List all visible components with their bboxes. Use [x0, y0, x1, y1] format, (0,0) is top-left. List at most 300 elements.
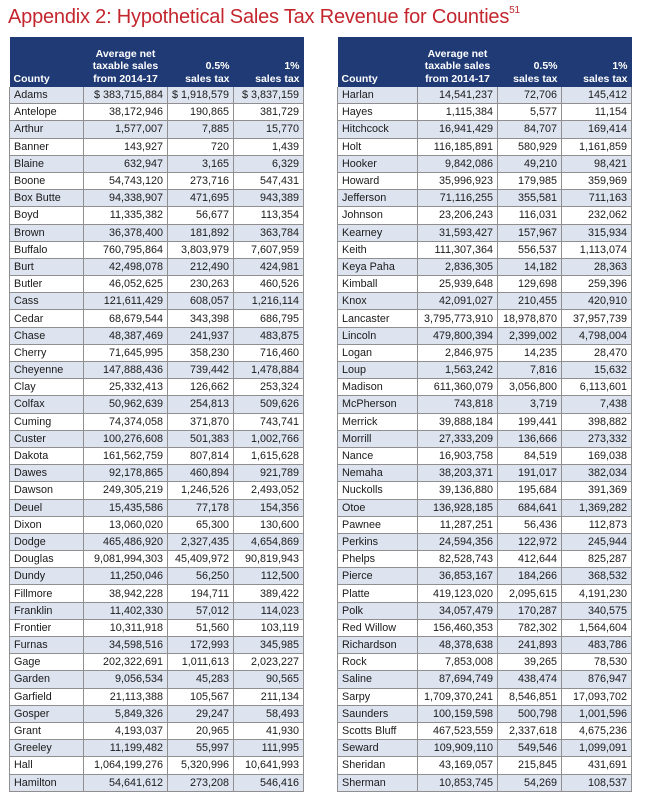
- half-percent-sales-tax-cell: 241,893: [498, 637, 562, 654]
- average-net-taxable-sales-cell: 467,523,559: [418, 722, 498, 739]
- one-percent-sales-tax-cell: 1,099,091: [562, 740, 632, 757]
- one-percent-sales-tax-cell: 41,930: [234, 722, 304, 739]
- average-net-taxable-sales-cell: 54,641,612: [84, 774, 168, 791]
- one-percent-sales-tax-cell: 509,626: [234, 396, 304, 413]
- county-name-cell: Banner: [10, 138, 84, 155]
- one-percent-sales-tax-cell: 431,691: [562, 757, 632, 774]
- one-percent-sales-tax-cell: 112,500: [234, 568, 304, 585]
- county-name-cell: Garden: [10, 671, 84, 688]
- county-name-cell: Red Willow: [338, 619, 418, 636]
- average-net-taxable-sales-cell: 38,942,228: [84, 585, 168, 602]
- half-percent-sales-tax-cell: 210,455: [498, 293, 562, 310]
- average-net-taxable-sales-cell: 11,199,482: [84, 740, 168, 757]
- county-name-cell: Lancaster: [338, 310, 418, 327]
- average-net-taxable-sales-cell: 9,056,534: [84, 671, 168, 688]
- table-row: [338, 155, 632, 172]
- half-percent-sales-tax-cell: 18,978,870: [498, 310, 562, 327]
- county-name-cell: Brown: [10, 224, 84, 241]
- county-name-cell: Otoe: [338, 499, 418, 516]
- average-net-taxable-sales-cell: 136,928,185: [418, 499, 498, 516]
- one-percent-sales-tax-cell: 112,873: [562, 516, 632, 533]
- half-percent-sales-tax-cell: 45,409,972: [168, 551, 234, 568]
- half-percent-sales-tax-cell: 371,870: [168, 413, 234, 430]
- average-net-taxable-sales-cell: 479,800,394: [418, 327, 498, 344]
- average-net-taxable-sales-cell: 50,962,639: [84, 396, 168, 413]
- county-name-cell: Greeley: [10, 740, 84, 757]
- county-name-cell: Kimball: [338, 276, 418, 293]
- half-percent-sales-tax-cell: 51,560: [168, 619, 234, 636]
- half-percent-sales-tax-cell: 720: [168, 138, 234, 155]
- table-row: [338, 671, 632, 688]
- one-percent-sales-tax-cell: 15,632: [562, 362, 632, 379]
- county-name-cell: Platte: [338, 585, 418, 602]
- one-percent-sales-tax-cell: 420,910: [562, 293, 632, 310]
- county-name-cell: Sarpy: [338, 688, 418, 705]
- half-percent-sales-tax-cell: 116,031: [498, 207, 562, 224]
- average-net-taxable-sales-cell: 11,250,046: [84, 568, 168, 585]
- table-row: [10, 602, 304, 619]
- average-net-taxable-sales-cell: 1,563,242: [418, 362, 498, 379]
- county-name-cell: Hamilton: [10, 774, 84, 791]
- table-body-left: [10, 87, 304, 791]
- half-percent-sales-tax-cell: 195,684: [498, 482, 562, 499]
- table-row: [338, 138, 632, 155]
- county-name-cell: Boone: [10, 172, 84, 189]
- half-percent-sales-tax-cell: 3,056,800: [498, 379, 562, 396]
- table-row: [10, 344, 304, 361]
- half-percent-sales-tax-cell: 1,011,613: [168, 654, 234, 671]
- one-percent-sales-tax-cell: 1,564,604: [562, 619, 632, 636]
- table-row: [338, 654, 632, 671]
- half-percent-sales-tax-cell: 105,567: [168, 688, 234, 705]
- one-percent-sales-tax-cell: 4,798,004: [562, 327, 632, 344]
- one-percent-sales-tax-cell: 1,161,859: [562, 138, 632, 155]
- one-percent-sales-tax-cell: 483,875: [234, 327, 304, 344]
- table-row: [10, 585, 304, 602]
- one-percent-sales-tax-cell: 2,023,227: [234, 654, 304, 671]
- half-percent-sales-tax-cell: 3,719: [498, 396, 562, 413]
- one-percent-sales-tax-cell: $ 3,837,159: [234, 87, 304, 104]
- one-percent-sales-tax-cell: 363,784: [234, 224, 304, 241]
- one-percent-sales-tax-cell: 17,093,702: [562, 688, 632, 705]
- county-name-cell: Howard: [338, 172, 418, 189]
- average-net-taxable-sales-cell: 143,927: [84, 138, 168, 155]
- county-name-cell: Frontier: [10, 619, 84, 636]
- table-row: [338, 172, 632, 189]
- one-percent-sales-tax-cell: 743,741: [234, 413, 304, 430]
- county-name-cell: Gosper: [10, 705, 84, 722]
- half-percent-sales-tax-cell: 14,235: [498, 344, 562, 361]
- half-percent-sales-tax-cell: 126,662: [168, 379, 234, 396]
- average-net-taxable-sales-cell: 2,846,975: [418, 344, 498, 361]
- county-name-cell: Scotts Bluff: [338, 722, 418, 739]
- one-percent-sales-tax-cell: 716,460: [234, 344, 304, 361]
- average-net-taxable-sales-cell: 71,645,995: [84, 344, 168, 361]
- half-percent-sales-tax-cell: 65,300: [168, 516, 234, 533]
- table-row: [10, 740, 304, 757]
- county-name-cell: Douglas: [10, 551, 84, 568]
- one-percent-sales-tax-cell: 391,369: [562, 482, 632, 499]
- table-row: [10, 293, 304, 310]
- average-net-taxable-sales-cell: 4,193,037: [84, 722, 168, 739]
- half-percent-sales-tax-cell: 230,263: [168, 276, 234, 293]
- table-row: [10, 447, 304, 464]
- half-percent-sales-tax-cell: 54,269: [498, 774, 562, 791]
- half-percent-sales-tax-cell: 438,474: [498, 671, 562, 688]
- half-percent-sales-tax-cell: 136,666: [498, 430, 562, 447]
- table-row: [338, 722, 632, 739]
- column-header-one-percent-sales-tax: 1% sales tax: [234, 37, 304, 87]
- one-percent-sales-tax-cell: 1,478,884: [234, 362, 304, 379]
- county-name-cell: McPherson: [338, 396, 418, 413]
- half-percent-sales-tax-cell: 500,798: [498, 705, 562, 722]
- one-percent-sales-tax-cell: 90,819,943: [234, 551, 304, 568]
- county-name-cell: Pierce: [338, 568, 418, 585]
- average-net-taxable-sales-cell: 611,360,079: [418, 379, 498, 396]
- one-percent-sales-tax-cell: 259,396: [562, 276, 632, 293]
- table-row: [10, 362, 304, 379]
- column-header-one-percent-sales-tax: 1% sales tax: [562, 37, 632, 87]
- half-percent-sales-tax-cell: 129,698: [498, 276, 562, 293]
- table-body-right: [338, 87, 632, 791]
- table-row: [10, 688, 304, 705]
- one-percent-sales-tax-cell: 253,324: [234, 379, 304, 396]
- one-percent-sales-tax-cell: 6,329: [234, 155, 304, 172]
- county-name-cell: Jefferson: [338, 190, 418, 207]
- county-name-cell: Pawnee: [338, 516, 418, 533]
- county-name-cell: Hayes: [338, 104, 418, 121]
- table-row: [338, 516, 632, 533]
- half-percent-sales-tax-cell: 556,537: [498, 241, 562, 258]
- county-name-cell: Logan: [338, 344, 418, 361]
- table-row: [10, 104, 304, 121]
- one-percent-sales-tax-cell: 108,537: [562, 774, 632, 791]
- average-net-taxable-sales-cell: 38,203,371: [418, 465, 498, 482]
- half-percent-sales-tax-cell: 212,490: [168, 258, 234, 275]
- one-percent-sales-tax-cell: 1,615,628: [234, 447, 304, 464]
- county-name-cell: Blaine: [10, 155, 84, 172]
- average-net-taxable-sales-cell: 38,172,946: [84, 104, 168, 121]
- table-row: [338, 465, 632, 482]
- table-row: [10, 430, 304, 447]
- table-row: [338, 310, 632, 327]
- table-row: [10, 499, 304, 516]
- table-row: [10, 533, 304, 550]
- one-percent-sales-tax-cell: 359,969: [562, 172, 632, 189]
- one-percent-sales-tax-cell: 113,354: [234, 207, 304, 224]
- table-row: [10, 327, 304, 344]
- table-row: [338, 533, 632, 550]
- average-net-taxable-sales-cell: 15,435,586: [84, 499, 168, 516]
- county-name-cell: Buffalo: [10, 241, 84, 258]
- one-percent-sales-tax-cell: 686,795: [234, 310, 304, 327]
- column-header-half-percent-sales-tax: 0.5% sales tax: [168, 37, 234, 87]
- table-row: [338, 224, 632, 241]
- one-percent-sales-tax-cell: 460,526: [234, 276, 304, 293]
- county-name-cell: Harlan: [338, 87, 418, 104]
- half-percent-sales-tax-cell: 55,997: [168, 740, 234, 757]
- table-row: [10, 155, 304, 172]
- table-row: [10, 551, 304, 568]
- table-row: [10, 413, 304, 430]
- average-net-taxable-sales-cell: 1,577,007: [84, 121, 168, 138]
- county-name-cell: Gage: [10, 654, 84, 671]
- title-text: Appendix 2: Hypothetical Sales Tax Revenue for Counties: [8, 6, 510, 28]
- county-name-cell: Cass: [10, 293, 84, 310]
- half-percent-sales-tax-cell: 580,929: [498, 138, 562, 155]
- half-percent-sales-tax-cell: 39,265: [498, 654, 562, 671]
- average-net-taxable-sales-cell: 21,113,388: [84, 688, 168, 705]
- average-net-taxable-sales-cell: 23,206,243: [418, 207, 498, 224]
- county-name-cell: Dodge: [10, 533, 84, 550]
- half-percent-sales-tax-cell: 273,716: [168, 172, 234, 189]
- average-net-taxable-sales-cell: 16,941,429: [418, 121, 498, 138]
- half-percent-sales-tax-cell: 191,017: [498, 465, 562, 482]
- average-net-taxable-sales-cell: 1,064,199,276: [84, 757, 168, 774]
- one-percent-sales-tax-cell: 103,119: [234, 619, 304, 636]
- table-header-row: [338, 37, 632, 87]
- average-net-taxable-sales-cell: 9,081,994,303: [84, 551, 168, 568]
- county-name-cell: Franklin: [10, 602, 84, 619]
- table-row: [338, 430, 632, 447]
- one-percent-sales-tax-cell: 245,944: [562, 533, 632, 550]
- half-percent-sales-tax-cell: 3,803,979: [168, 241, 234, 258]
- county-name-cell: Kearney: [338, 224, 418, 241]
- one-percent-sales-tax-cell: 4,675,236: [562, 722, 632, 739]
- county-name-cell: Saunders: [338, 705, 418, 722]
- average-net-taxable-sales-cell: 39,888,184: [418, 413, 498, 430]
- half-percent-sales-tax-cell: 343,398: [168, 310, 234, 327]
- half-percent-sales-tax-cell: 49,210: [498, 155, 562, 172]
- average-net-taxable-sales-cell: 100,276,608: [84, 430, 168, 447]
- half-percent-sales-tax-cell: 460,894: [168, 465, 234, 482]
- table-row: [338, 568, 632, 585]
- half-percent-sales-tax-cell: 501,383: [168, 430, 234, 447]
- table-row: [338, 585, 632, 602]
- average-net-taxable-sales-cell: 743,818: [418, 396, 498, 413]
- county-name-cell: Johnson: [338, 207, 418, 224]
- table-row: [338, 705, 632, 722]
- one-percent-sales-tax-cell: 921,789: [234, 465, 304, 482]
- half-percent-sales-tax-cell: 190,865: [168, 104, 234, 121]
- table-row: [338, 379, 632, 396]
- one-percent-sales-tax-cell: 1,113,074: [562, 241, 632, 258]
- half-percent-sales-tax-cell: 179,985: [498, 172, 562, 189]
- county-name-cell: Phelps: [338, 551, 418, 568]
- average-net-taxable-sales-cell: 116,185,891: [418, 138, 498, 155]
- table-row: [338, 276, 632, 293]
- half-percent-sales-tax-cell: 471,695: [168, 190, 234, 207]
- average-net-taxable-sales-cell: 34,057,479: [418, 602, 498, 619]
- column-header-average-net-taxable-sales: Average net taxable sales from 2014-17: [418, 37, 498, 87]
- one-percent-sales-tax-cell: 169,038: [562, 447, 632, 464]
- half-percent-sales-tax-cell: 45,283: [168, 671, 234, 688]
- average-net-taxable-sales-cell: 147,888,436: [84, 362, 168, 379]
- county-name-cell: Knox: [338, 293, 418, 310]
- average-net-taxable-sales-cell: 71,116,255: [418, 190, 498, 207]
- average-net-taxable-sales-cell: 109,909,110: [418, 740, 498, 757]
- county-name-cell: Dakota: [10, 447, 84, 464]
- table-row: [10, 619, 304, 636]
- average-net-taxable-sales-cell: 87,694,749: [418, 671, 498, 688]
- column-header-half-percent-sales-tax: 0.5% sales tax: [498, 37, 562, 87]
- county-name-cell: Clay: [10, 379, 84, 396]
- county-name-cell: Merrick: [338, 413, 418, 430]
- half-percent-sales-tax-cell: 273,208: [168, 774, 234, 791]
- average-net-taxable-sales-cell: 10,853,745: [418, 774, 498, 791]
- average-net-taxable-sales-cell: 94,338,907: [84, 190, 168, 207]
- half-percent-sales-tax-cell: 807,814: [168, 447, 234, 464]
- county-name-cell: Seward: [338, 740, 418, 757]
- half-percent-sales-tax-cell: 5,320,996: [168, 757, 234, 774]
- table-row: [338, 104, 632, 121]
- county-name-cell: Keya Paha: [338, 258, 418, 275]
- half-percent-sales-tax-cell: 57,012: [168, 602, 234, 619]
- half-percent-sales-tax-cell: 72,706: [498, 87, 562, 104]
- average-net-taxable-sales-cell: 9,842,086: [418, 155, 498, 172]
- half-percent-sales-tax-cell: 170,287: [498, 602, 562, 619]
- table-row: [10, 757, 304, 774]
- one-percent-sales-tax-cell: 169,414: [562, 121, 632, 138]
- county-name-cell: Holt: [338, 138, 418, 155]
- average-net-taxable-sales-cell: 42,498,078: [84, 258, 168, 275]
- county-table-right: [337, 37, 632, 792]
- table-row: [10, 722, 304, 739]
- table-row: [10, 310, 304, 327]
- half-percent-sales-tax-cell: 7,885: [168, 121, 234, 138]
- table-row: [338, 447, 632, 464]
- table-row: [10, 671, 304, 688]
- average-net-taxable-sales-cell: 13,060,020: [84, 516, 168, 533]
- one-percent-sales-tax-cell: 389,422: [234, 585, 304, 602]
- table-row: [338, 740, 632, 757]
- table-row: [338, 499, 632, 516]
- table-row: [338, 362, 632, 379]
- table-row: [10, 379, 304, 396]
- one-percent-sales-tax-cell: 1,002,766: [234, 430, 304, 447]
- county-name-cell: Keith: [338, 241, 418, 258]
- table-row: [10, 258, 304, 275]
- table-row: [338, 637, 632, 654]
- half-percent-sales-tax-cell: 84,707: [498, 121, 562, 138]
- half-percent-sales-tax-cell: 412,644: [498, 551, 562, 568]
- column-header-county: County: [10, 37, 84, 87]
- average-net-taxable-sales-cell: 68,679,544: [84, 310, 168, 327]
- average-net-taxable-sales-cell: 31,593,427: [418, 224, 498, 241]
- half-percent-sales-tax-cell: 684,641: [498, 499, 562, 516]
- one-percent-sales-tax-cell: 381,729: [234, 104, 304, 121]
- average-net-taxable-sales-cell: 100,159,598: [418, 705, 498, 722]
- one-percent-sales-tax-cell: 7,438: [562, 396, 632, 413]
- average-net-taxable-sales-cell: 46,052,625: [84, 276, 168, 293]
- table-row: [338, 688, 632, 705]
- half-percent-sales-tax-cell: 181,892: [168, 224, 234, 241]
- one-percent-sales-tax-cell: 7,607,959: [234, 241, 304, 258]
- average-net-taxable-sales-cell: 632,947: [84, 155, 168, 172]
- average-net-taxable-sales-cell: 419,123,020: [418, 585, 498, 602]
- county-name-cell: Polk: [338, 602, 418, 619]
- county-name-cell: Dixon: [10, 516, 84, 533]
- one-percent-sales-tax-cell: 10,641,993: [234, 757, 304, 774]
- county-name-cell: Cheyenne: [10, 362, 84, 379]
- half-percent-sales-tax-cell: 7,816: [498, 362, 562, 379]
- average-net-taxable-sales-cell: 35,996,923: [418, 172, 498, 189]
- one-percent-sales-tax-cell: 4,654,869: [234, 533, 304, 550]
- table-row: [338, 757, 632, 774]
- average-net-taxable-sales-cell: 2,836,305: [418, 258, 498, 275]
- half-percent-sales-tax-cell: 157,967: [498, 224, 562, 241]
- county-name-cell: Colfax: [10, 396, 84, 413]
- average-net-taxable-sales-cell: 25,332,413: [84, 379, 168, 396]
- half-percent-sales-tax-cell: 2,327,435: [168, 533, 234, 550]
- average-net-taxable-sales-cell: 5,849,326: [84, 705, 168, 722]
- average-net-taxable-sales-cell: 34,598,516: [84, 637, 168, 654]
- county-name-cell: Chase: [10, 327, 84, 344]
- county-name-cell: Hitchcock: [338, 121, 418, 138]
- one-percent-sales-tax-cell: 382,034: [562, 465, 632, 482]
- table-row: [10, 705, 304, 722]
- average-net-taxable-sales-cell: 11,335,382: [84, 207, 168, 224]
- average-net-taxable-sales-cell: 16,903,758: [418, 447, 498, 464]
- one-percent-sales-tax-cell: 2,493,052: [234, 482, 304, 499]
- county-name-cell: Saline: [338, 671, 418, 688]
- table-row: [338, 190, 632, 207]
- one-percent-sales-tax-cell: 825,287: [562, 551, 632, 568]
- county-name-cell: Richardson: [338, 637, 418, 654]
- table-row: [10, 654, 304, 671]
- table-header-row: [10, 37, 304, 87]
- one-percent-sales-tax-cell: 6,113,601: [562, 379, 632, 396]
- average-net-taxable-sales-cell: 3,795,773,910: [418, 310, 498, 327]
- half-percent-sales-tax-cell: 199,441: [498, 413, 562, 430]
- one-percent-sales-tax-cell: 232,062: [562, 207, 632, 224]
- one-percent-sales-tax-cell: 398,882: [562, 413, 632, 430]
- table-row: [10, 568, 304, 585]
- half-percent-sales-tax-cell: 14,182: [498, 258, 562, 275]
- table-row: [10, 637, 304, 654]
- half-percent-sales-tax-cell: 549,546: [498, 740, 562, 757]
- one-percent-sales-tax-cell: 1,216,114: [234, 293, 304, 310]
- half-percent-sales-tax-cell: 56,250: [168, 568, 234, 585]
- average-net-taxable-sales-cell: 11,402,330: [84, 602, 168, 619]
- average-net-taxable-sales-cell: 82,528,743: [418, 551, 498, 568]
- county-name-cell: Grant: [10, 722, 84, 739]
- page-title: [8, 6, 520, 29]
- table-row: [338, 551, 632, 568]
- table-row: [10, 207, 304, 224]
- half-percent-sales-tax-cell: 77,178: [168, 499, 234, 516]
- county-table-left: [9, 37, 304, 792]
- county-name-cell: Loup: [338, 362, 418, 379]
- column-header-average-net-taxable-sales: Average net taxable sales from 2014-17: [84, 37, 168, 87]
- county-name-cell: Butler: [10, 276, 84, 293]
- one-percent-sales-tax-cell: 11,154: [562, 104, 632, 121]
- table-row: [10, 516, 304, 533]
- half-percent-sales-tax-cell: 782,302: [498, 619, 562, 636]
- half-percent-sales-tax-cell: 122,972: [498, 533, 562, 550]
- county-name-cell: Sherman: [338, 774, 418, 791]
- table-row: [10, 121, 304, 138]
- county-name-cell: Adams: [10, 87, 84, 104]
- one-percent-sales-tax-cell: 1,001,596: [562, 705, 632, 722]
- average-net-taxable-sales-cell: 1,709,370,241: [418, 688, 498, 705]
- average-net-taxable-sales-cell: 43,169,057: [418, 757, 498, 774]
- average-net-taxable-sales-cell: 156,460,353: [418, 619, 498, 636]
- one-percent-sales-tax-cell: 368,532: [562, 568, 632, 585]
- half-percent-sales-tax-cell: 84,519: [498, 447, 562, 464]
- one-percent-sales-tax-cell: 15,770: [234, 121, 304, 138]
- half-percent-sales-tax-cell: 8,546,851: [498, 688, 562, 705]
